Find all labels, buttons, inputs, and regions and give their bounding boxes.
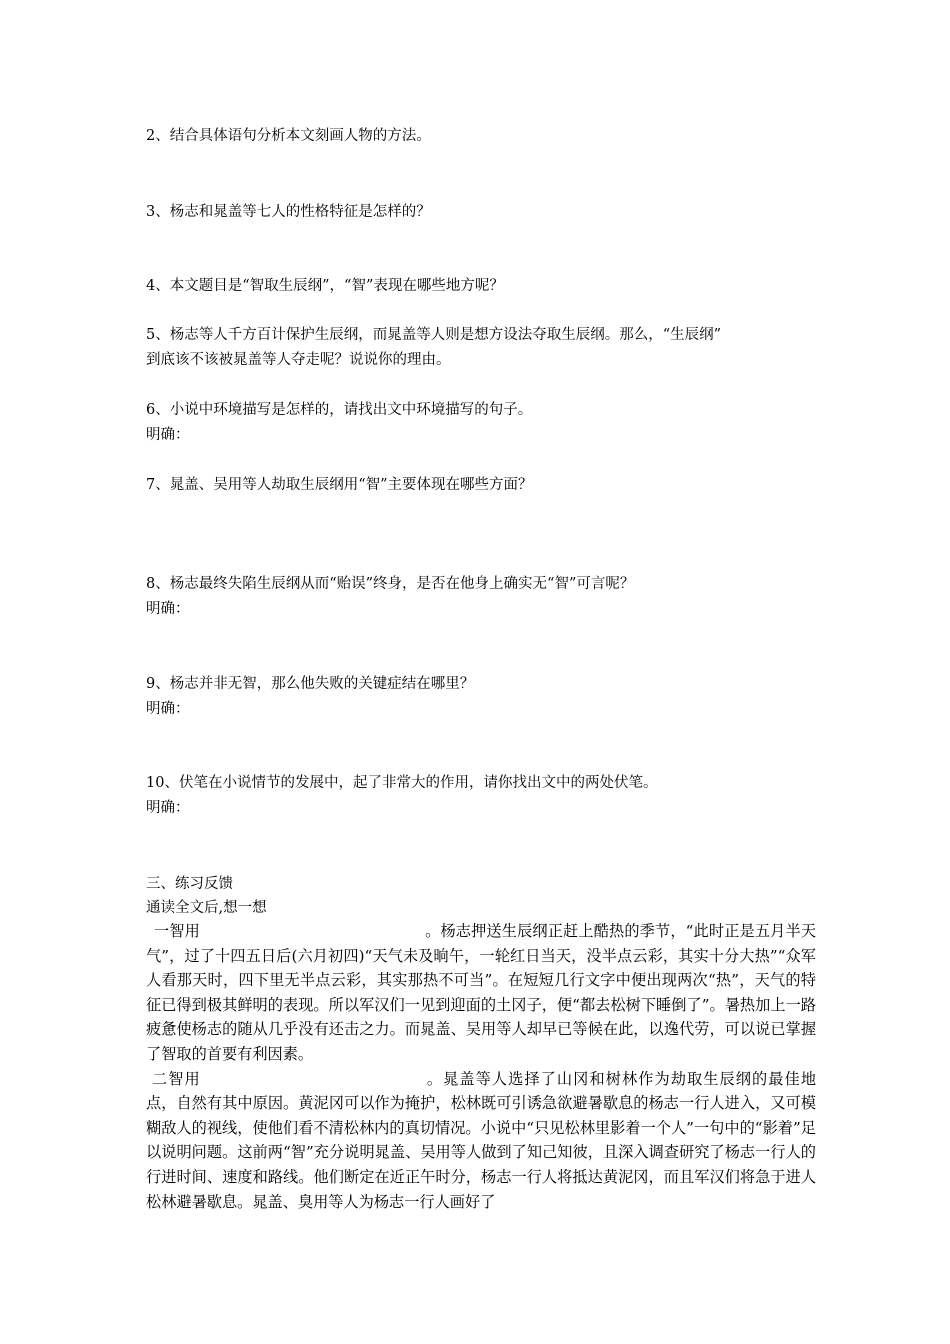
section-intro: 通读全文后,想一想 (146, 900, 267, 916)
answer-label-8: 明确： (146, 601, 190, 617)
paragraph-1-text: 。杨志押送生辰纲正赶上酷热的季节，“此时正是五月半天气”，过了十四五日后(六月初四)“天气未及晌午，一轮红日当天，没半点云彩，其实十分大热”“众军人看那天时，四下里无半点云彩，其实那热不可当”。在短短几行文字中便出现两次“热”，天气的特征已得到极其鲜明的表现。所以军汉们一见到迎面的土冈子，便“都去松树下睡倒了”。暑热加上一路疲惫使杨志的随从几乎没有还击之力。而晁盖、吴用等人却早已等候在此，以逸代劳，可以说已掌握了智取的首要有利因素。 (146, 922, 817, 1063)
paragraph-2-label: 二智用 (152, 1069, 201, 1088)
exercise-paragraphs (146, 919, 816, 1214)
question-8: 8、杨志最终失陷生辰纲从而“贻误”终身，是否在他身上确实无“智”可言呢？ (146, 576, 635, 592)
question-5: 5、杨志等人千方百计保护生辰纲，而晁盖等人则是想方设法夺取生辰纲。那么，“生辰纲” (146, 327, 722, 343)
section-heading: 三、练习反馈 (146, 876, 233, 892)
question-4: 4、本文题目是“智取生辰纲”，“智”表现在哪些地方呢？ (146, 278, 504, 294)
paragraph-2 (146, 1067, 816, 1215)
question-5-continued: 到底该不该被晁盖等人夺走呢？说说你的理由。 (146, 352, 451, 368)
answer-label-10: 明确： (146, 800, 190, 816)
question-7: 7、晁盖、吴用等人劫取生辰纲用“智”主要体现在哪些方面？ (146, 477, 533, 493)
paragraph-1 (146, 919, 816, 1067)
question-9: 9、杨志并非无智，那么他失败的关键症结在哪里？ (146, 676, 475, 692)
paragraph-1-label: 一智用 (154, 922, 200, 940)
answer-label-9: 明确： (146, 701, 190, 717)
question-6: 6、小说中环境描写是怎样的，请找出文中环境描写的句子。 (146, 402, 533, 418)
question-10: 10、伏笔在小说情节的发展中，起了非常大的作用，请你找出文中的两处伏笔。 (146, 775, 658, 791)
question-3: 3、杨志和晁盖等七人的性格特征是怎样的？ (146, 204, 431, 220)
question-2: 2、结合具体语句分析本文刻画人物的方法。 (146, 128, 431, 144)
answer-label-6: 明确： (146, 427, 190, 443)
paragraph-2-text: 。晁盖等人选择了山冈和树林作为劫取生辰纲的最佳地点，自然有其中原因。黄泥冈可以作为掩护，松林既可引诱急欲避暑歇息的杨志一行人进入，又可模糊敌人的视线，使他们看不清松林内的真切情况。小说中“只见松林里影着一个人”一句中的“影着”足以说明问题。这前两“智”充分说明晁盖、吴用等人做到了知己知彼，且深入调查研究了杨志一行人的行进时间、速度和路线。他们断定在近正午时分，杨志一行人将抵达黄泥冈，而且军汉们将急于进人松林避暑歇息。晁盖、臭用等人为杨志一行人画好了 (146, 1069, 817, 1211)
